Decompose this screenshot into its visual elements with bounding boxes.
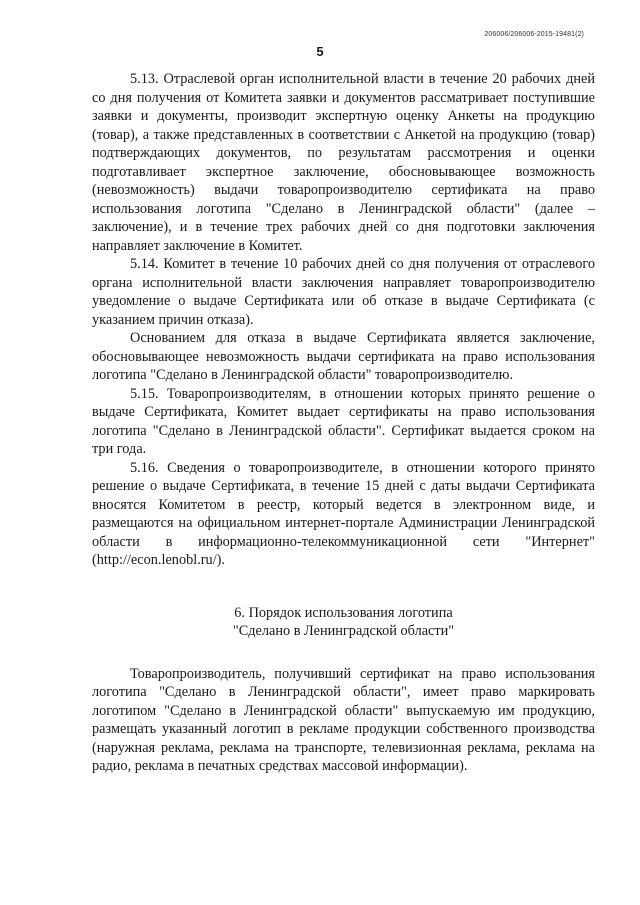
paragraph-5-14: 5.14. Комитет в течение 10 рабочих дней со дня получения от отраслевого органа исполнительной власти заключения направляет товаропроизводителю уведомление о выдаче Сертификата или об отказе в выдаче Сертификата (с указанием причин отказа).	[92, 256, 595, 328]
paragraph-5-16: 5.16. Сведения о товаропроизводителе, в отношении которого принято решение о выдаче Сертификата, в течение 15 дней с даты выдачи Сертификата вносятся Комитетом в реестр, который ведется в электронном виде, и размещаются на официальном интернет-портале Администрации Ленинградской области в информационно-телекоммуникационной сети "Интернет" (http://econ.lenobl.ru/).	[92, 459, 595, 568]
page-number: 5	[316, 44, 324, 59]
document-code: 206006/206006-2015-19481(2)	[484, 31, 584, 38]
paragraph-5-15: 5.15. Товаропроизводителям, в отношении которых принято решение о выдаче Сертификата, Комитет выдает сертификаты на право использования логотипа "Сделано в Ленинградской области". Сертификат выдается сроком на три года.	[92, 385, 595, 457]
section-6-heading	[92, 604, 595, 641]
paragraph-refusal-grounds: Основанием для отказа в выдаче Сертификата является заключение, обосновывающее невозможность выдачи сертификата на право использования логотипа "Сделано в Ленинградской области" товаропроизводителю.	[92, 330, 595, 383]
section-6-body: Товаропроизводитель, получивший сертификат на право использования логотипа "Сделано в Ленинградской области", имеет право маркировать логотипом "Сделано в Ленинградской области" выпускаемую им продукцию, размещать указанный логотип в рекламе продукции собственного производства (наружная реклама, реклама на транспорте, телевизионная реклама, реклама на радио, реклама в печатных средствах массовой информации).	[92, 665, 595, 774]
paragraph-5-13: 5.13. Отраслевой орган исполнительной власти в течение 20 рабочих дней со дня получения от Комитета заявки и документов рассматривает поступившие заявки и документы, производит экспертную оценку Анкеты на продукцию (товар), а также представленных в соответствии с Анкетой на продукцию (товар) подтверждающих документов, по результатам рассмотрения и оценки подготавливает экспертное заключение, обосновывающее возможность (невозможность) выдачи товаропроизводителю сертификата на право использования логотипа "Сделано в Ленинградской области" (далее – заключение), и в течение трех рабочих дней со дня подготовки заключения направляет заключение в Комитет.	[92, 71, 595, 254]
section-6-title-line1: 6. Порядок использования логотипа	[234, 604, 453, 621]
section-6-title-line2: "Сделано в Ленинградской области"	[232, 623, 455, 639]
document-body	[92, 70, 595, 776]
spacer	[92, 641, 595, 665]
